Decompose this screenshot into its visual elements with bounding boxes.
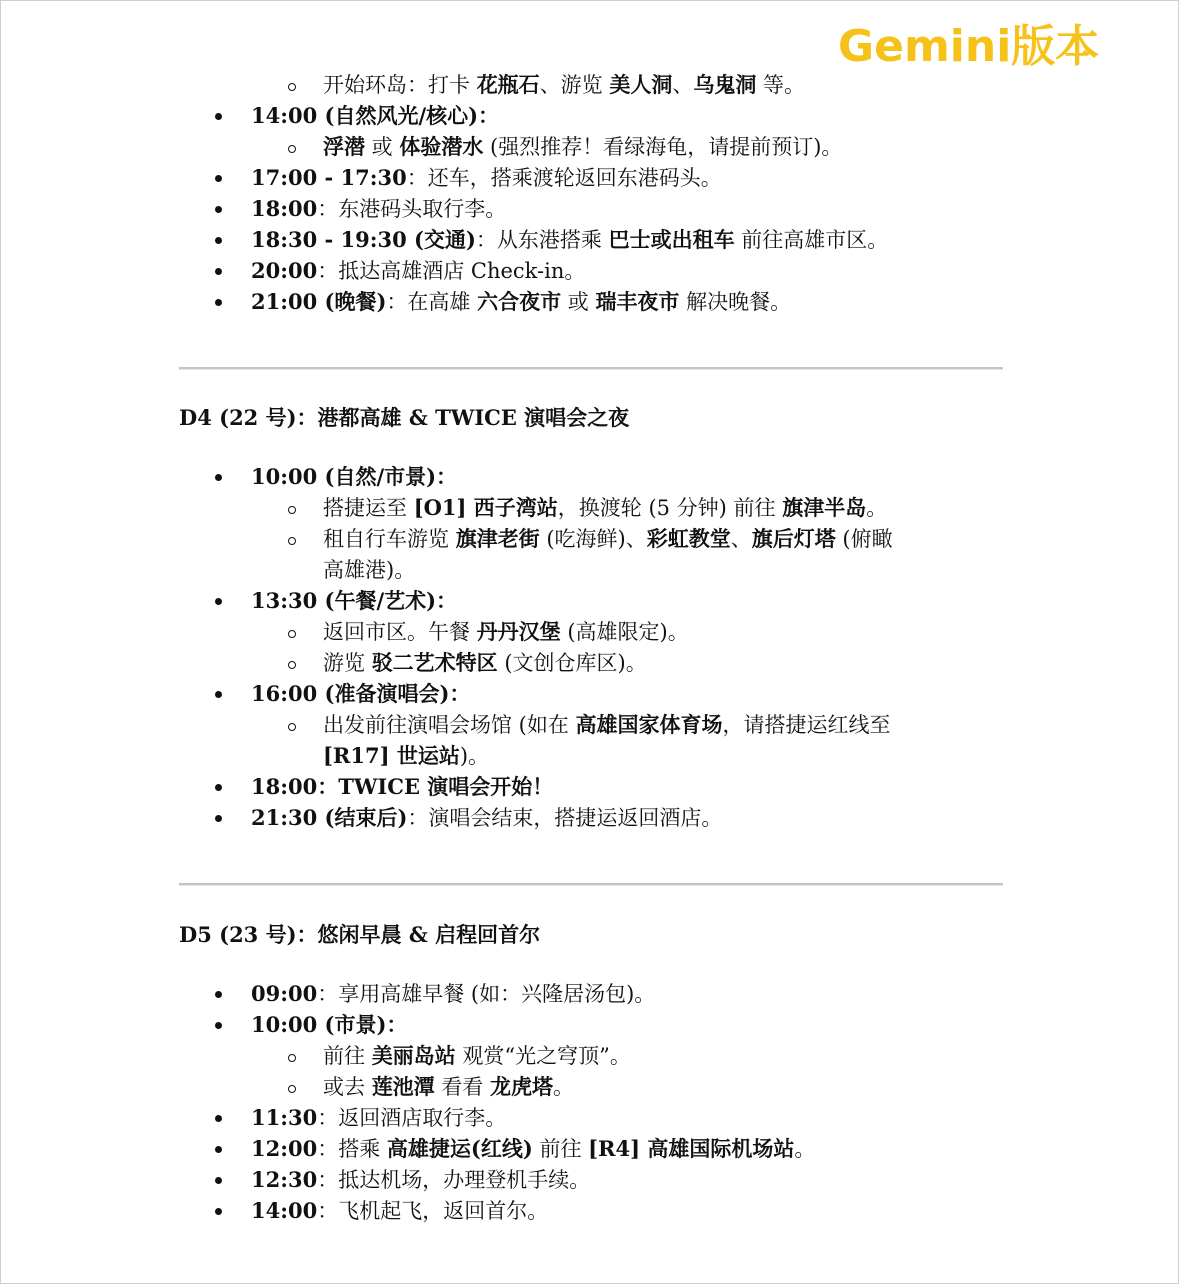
text: 、游览 <box>539 73 610 97</box>
text: ：在高雄 <box>386 290 478 314</box>
bold-text: 11:30 <box>251 1105 318 1130</box>
hollow-bullet-icon <box>288 630 296 638</box>
bullet-icon <box>215 991 222 998</box>
bold-text: 21:30 (结束后) <box>251 805 408 830</box>
text: ，换渡轮 (5 分钟) 前往 <box>557 496 783 520</box>
text: 。 <box>553 1075 575 1099</box>
bold-text: 驳二艺术特区 <box>371 650 498 675</box>
bullet-icon <box>215 268 222 275</box>
text: ：搭乘 <box>317 1137 387 1161</box>
bullet-icon <box>215 598 222 605</box>
list-item <box>251 679 470 709</box>
sub-list-item <box>323 555 415 585</box>
bold-text: 20:00 <box>251 258 318 283</box>
bold-text: [O1] 西子湾站 <box>413 495 558 520</box>
text: 前往 <box>323 1044 372 1068</box>
list-item <box>251 462 457 492</box>
list-item <box>251 1103 506 1133</box>
text: (吃海鲜)、 <box>539 527 647 551</box>
text: (高雄限定)。 <box>560 620 689 644</box>
bold-text: 彩虹教堂 <box>646 526 731 551</box>
text: ：享用高雄早餐 (如：兴隆居汤包)。 <box>317 982 656 1006</box>
list-item <box>251 1196 548 1226</box>
gemini-version-badge: Gemini版本 <box>838 21 1100 72</box>
bold-text: 18:30 - 19:30 (交通) <box>251 227 476 252</box>
bullet-icon <box>215 1177 222 1184</box>
list-item <box>251 772 553 802</box>
list-item <box>251 1134 815 1164</box>
list-item <box>251 803 722 833</box>
bold-text: 高雄捷运(红线) <box>386 1136 533 1161</box>
sub-list-item <box>323 710 891 740</box>
text: )。 <box>459 744 490 768</box>
list-item <box>251 163 722 193</box>
text: (文创仓库区)。 <box>497 651 647 675</box>
text: ：演唱会结束，搭捷运返回酒店。 <box>407 806 723 830</box>
text: ：抵达高雄酒店 Check-in。 <box>317 259 586 283</box>
bold-text: 瑞丰夜市 <box>595 289 680 314</box>
list-item <box>251 256 585 286</box>
hollow-bullet-icon <box>288 537 296 545</box>
bold-text: [R4] 高雄国际机场站 <box>588 1136 795 1161</box>
text: 看看 <box>434 1075 491 1099</box>
bold-text: 14:00 <box>251 1198 318 1223</box>
list-item <box>251 1165 590 1195</box>
text: ：从东港搭乘 <box>475 228 609 252</box>
text: 搭捷运至 <box>323 496 414 520</box>
bold-text: 巴士或出租车 <box>608 227 735 252</box>
sub-list-item <box>323 741 489 771</box>
bold-text: 旗后灯塔 <box>751 526 836 551</box>
text: 、 <box>730 527 752 551</box>
text: ：飞机起飞，返回首尔。 <box>317 1199 549 1223</box>
text: ：抵达机场，办理登机手续。 <box>317 1168 591 1192</box>
bold-text: 高雄国家体育场 <box>575 712 723 737</box>
text: 租自行车游览 <box>323 527 456 551</box>
sub-list-item <box>323 1041 631 1071</box>
text: 返回市区。午餐 <box>323 620 477 644</box>
sub-list-item <box>323 70 805 100</box>
horizontal-rule-2 <box>179 883 1003 886</box>
text: 等。 <box>756 73 806 97</box>
bold-text: 莲池潭 <box>371 1074 435 1099</box>
text: ，请搭捷运红线至 <box>722 713 891 737</box>
day4-heading: D4 (22 号)：港都高雄 & TWICE 演唱会之夜 <box>179 405 630 430</box>
text: 。 <box>866 496 888 520</box>
bold-text: 丹丹汉堡 <box>476 619 561 644</box>
bullet-icon <box>215 474 222 481</box>
hollow-bullet-icon <box>288 83 296 91</box>
bold-text: 旗津半岛 <box>782 495 867 520</box>
text: 、 <box>672 73 694 97</box>
bold-text: 10:00 (自然/市景)： <box>251 464 458 489</box>
bullet-icon <box>215 113 222 120</box>
bullet-icon <box>215 1115 222 1122</box>
bold-text: 美人洞 <box>609 72 673 97</box>
bold-text: 龙虎塔 <box>490 1074 554 1099</box>
bold-text: 旗津老街 <box>455 526 540 551</box>
bold-text: 09:00 <box>251 981 318 1006</box>
hollow-bullet-icon <box>288 1054 296 1062</box>
hollow-bullet-icon <box>288 145 296 153</box>
sub-list-item <box>323 648 647 678</box>
hollow-bullet-icon <box>288 506 296 514</box>
text: 或 <box>365 135 400 159</box>
text: ：东港码头取行李。 <box>317 197 507 221</box>
bold-text: 14:00 (自然风光/核心)： <box>251 103 500 128</box>
bold-text: 花瓶石 <box>476 72 540 97</box>
text: ：还车，搭乘渡轮返回东港码头。 <box>406 166 722 190</box>
bold-text: 16:00 (准备演唱会)： <box>251 681 471 706</box>
bold-text: 12:30 <box>251 1167 318 1192</box>
sub-list-item <box>323 493 887 523</box>
bullet-icon <box>215 1146 222 1153</box>
text: 。 <box>794 1137 816 1161</box>
bullet-icon <box>215 784 222 791</box>
bold-text: 六合夜市 <box>477 289 562 314</box>
text: 出发前往演唱会场馆 (如在 <box>323 713 576 737</box>
bold-text: 浮潜 <box>323 134 365 159</box>
hollow-bullet-icon <box>288 661 296 669</box>
text: 前往高雄市区。 <box>734 228 889 252</box>
list-item <box>251 586 457 616</box>
bold-text: 12:00 <box>251 1136 318 1161</box>
list-item <box>251 1010 407 1040</box>
bullet-icon <box>215 237 222 244</box>
bold-text: 13:30 (午餐/艺术)： <box>251 588 458 613</box>
text: 游览 <box>323 651 372 675</box>
sub-list-item <box>323 617 689 647</box>
sub-list-item <box>323 1072 574 1102</box>
text: 高雄港)。 <box>323 558 416 582</box>
text: 或 <box>561 290 596 314</box>
text: (俯瞰 <box>835 527 893 551</box>
list-item <box>251 979 655 1009</box>
bold-text: 体验潜水 <box>399 134 484 159</box>
sub-list-item <box>323 524 893 554</box>
bold-text: 10:00 (市景)： <box>251 1012 408 1037</box>
text: 观赏“光之穹顶”。 <box>455 1044 631 1068</box>
hollow-bullet-icon <box>288 723 296 731</box>
bullet-icon <box>215 1022 222 1029</box>
bold-text: 乌鬼洞 <box>693 72 757 97</box>
text: (强烈推荐！看绿海龟，请提前预订)。 <box>483 135 843 159</box>
bullet-icon <box>215 691 222 698</box>
bold-text: 17:00 - 17:30 <box>251 165 407 190</box>
bold-text: 18:00 <box>251 196 318 221</box>
horizontal-rule-1 <box>179 367 1003 370</box>
day5-heading: D5 (23 号)：悠闲早晨 & 启程回首尔 <box>179 922 541 947</box>
list-item <box>251 225 888 255</box>
bold-text: 美丽岛站 <box>371 1043 456 1068</box>
text: 开始环岛：打卡 <box>323 73 477 97</box>
text: ：返回酒店取行李。 <box>317 1106 507 1130</box>
text: 解决晚餐。 <box>679 290 792 314</box>
sub-list-item <box>323 132 842 162</box>
bold-text: [R17] 世运站 <box>323 743 460 768</box>
bold-text: 21:00 (晚餐) <box>251 289 387 314</box>
bold-text: 18:00：TWICE 演唱会开始！ <box>251 774 554 799</box>
list-item <box>251 287 791 317</box>
bullet-icon <box>215 206 222 213</box>
bullet-icon <box>215 815 222 822</box>
bullet-icon <box>215 1208 222 1215</box>
text: 前往 <box>532 1137 589 1161</box>
list-item <box>251 101 499 131</box>
bullet-icon <box>215 175 222 182</box>
bullet-icon <box>215 299 222 306</box>
text: 或去 <box>323 1075 372 1099</box>
list-item <box>251 194 506 224</box>
hollow-bullet-icon <box>288 1085 296 1093</box>
